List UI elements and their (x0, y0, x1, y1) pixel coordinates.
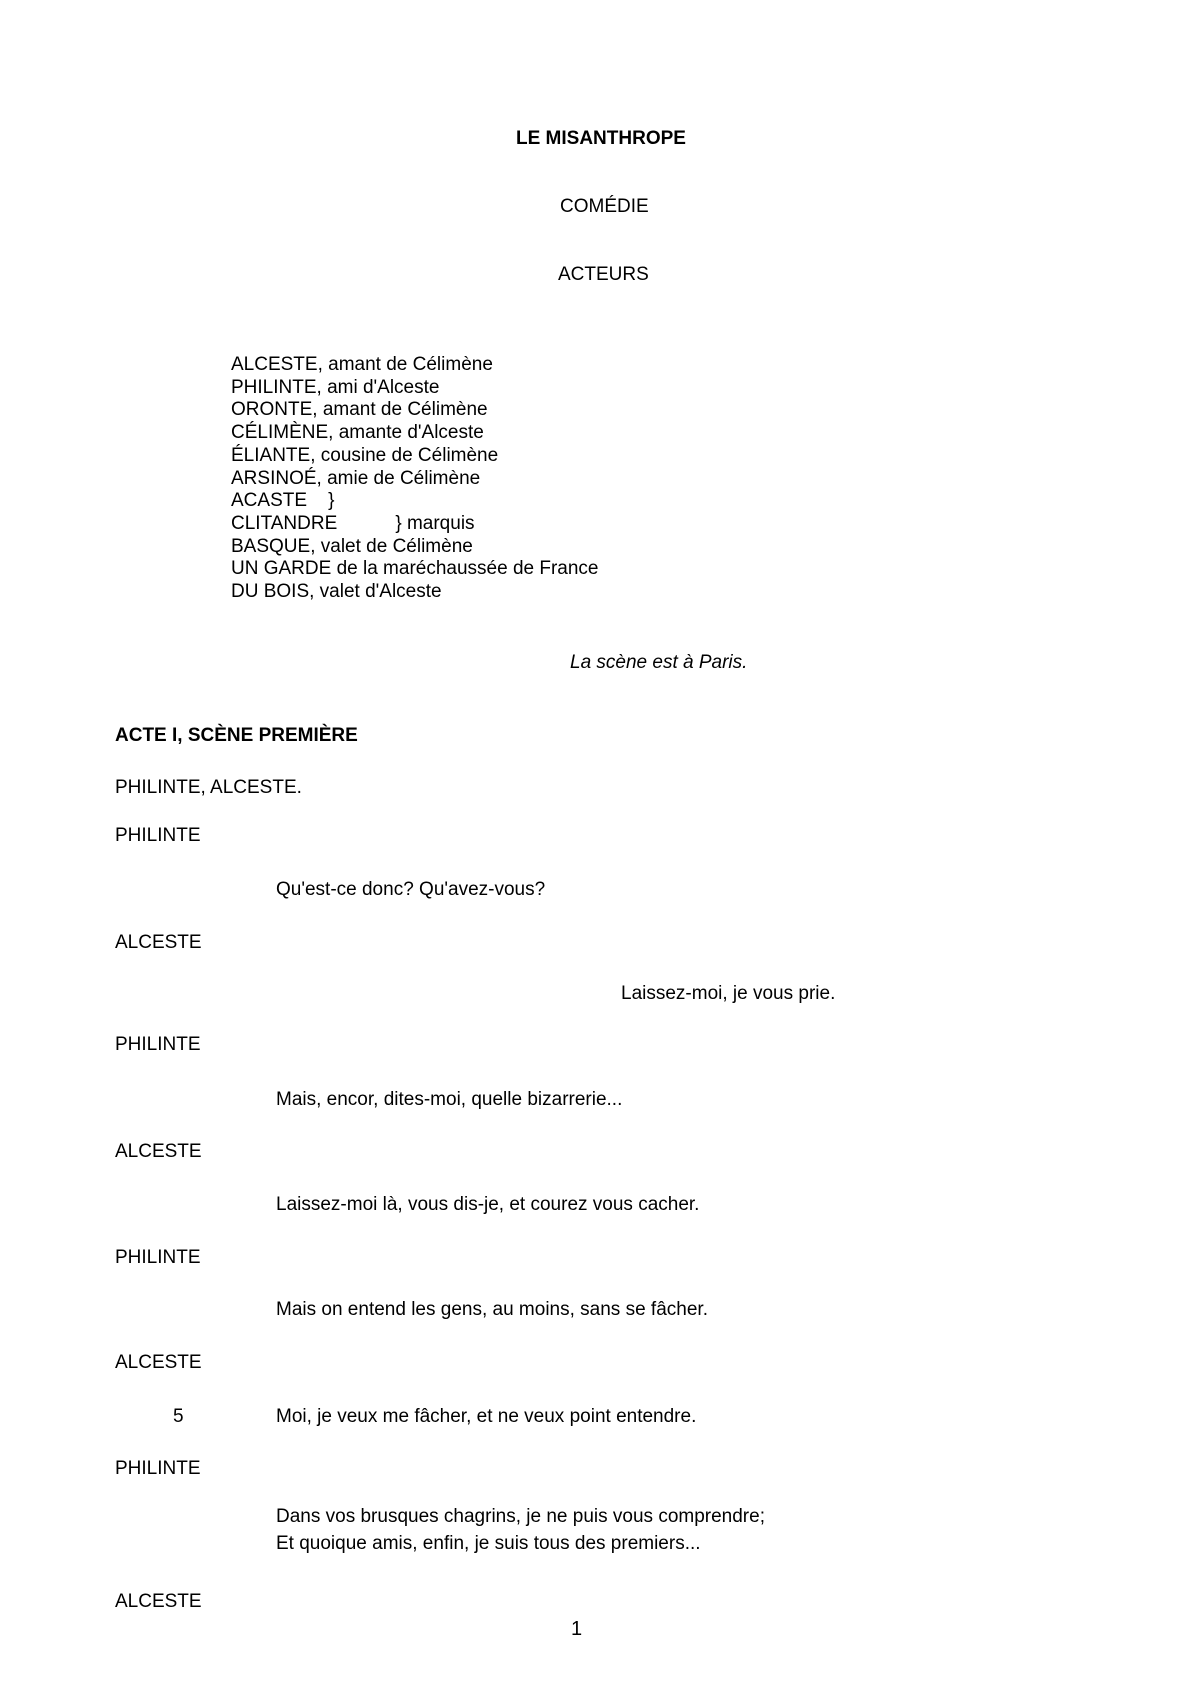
speaker-name: ALCESTE (115, 1352, 202, 1373)
speaker-name: ALCESTE (115, 1141, 202, 1162)
cast-item: CÉLIMÈNE, amante d'Alceste (231, 422, 484, 444)
scene-characters: PHILINTE, ALCESTE. (115, 777, 302, 798)
verse-block (276, 1503, 765, 1557)
cast-list (231, 354, 599, 604)
setting-note: La scène est à Paris. (570, 652, 748, 673)
verse-line: Laissez-moi là, vous dis-je, et courez vous cacher. (276, 1194, 700, 1215)
scene-heading: ACTE I, SCÈNE PREMIÈRE (115, 725, 358, 746)
verse-line: Moi, je veux me fâcher, et ne veux point entendre. (276, 1406, 697, 1427)
speaker-name: ALCESTE (115, 932, 202, 953)
cast-item: ÉLIANTE, cousine de Célimène (231, 444, 499, 466)
cast-item: UN GARDE de la maréchaussée de France (231, 558, 599, 580)
speaker-name: ALCESTE (115, 1591, 202, 1612)
speaker-name: PHILINTE (115, 1034, 201, 1055)
play-subtitle: COMÉDIE (560, 196, 649, 217)
verse-line: Dans vos brusques chagrins, je ne puis vous comprendre; (276, 1506, 765, 1527)
verse-line: Et quoique amis, enfin, je suis tous des premiers... (276, 1533, 701, 1554)
cast-item: ARSINOÉ, amie de Célimène (231, 467, 481, 489)
verse-line: Laissez-moi, je vous prie. (621, 983, 836, 1004)
speaker-name: PHILINTE (115, 1458, 201, 1479)
cast-item: ACASTE } (231, 490, 335, 512)
verse-line: Mais, encor, dites-moi, quelle bizarrerie... (276, 1089, 623, 1110)
cast-item: DU BOIS, valet d'Alceste (231, 581, 442, 603)
cast-item: PHILINTE, ami d'Alceste (231, 376, 440, 398)
line-number: 5 (173, 1406, 184, 1427)
play-title: LE MISANTHROPE (516, 128, 686, 149)
verse-line: Qu'est-ce donc? Qu'avez-vous? (276, 879, 546, 900)
cast-heading: ACTEURS (558, 264, 649, 285)
page-number: 1 (571, 1618, 583, 1640)
cast-item: ORONTE, amant de Célimène (231, 399, 488, 421)
speaker-name: PHILINTE (115, 1247, 201, 1268)
cast-item: CLITANDRE } marquis (231, 512, 475, 534)
cast-item: ALCESTE, amant de Célimène (231, 354, 493, 375)
speaker-name: PHILINTE (115, 825, 201, 846)
verse-line: Mais on entend les gens, au moins, sans se fâcher. (276, 1299, 708, 1320)
cast-item: BASQUE, valet de Célimène (231, 535, 473, 557)
